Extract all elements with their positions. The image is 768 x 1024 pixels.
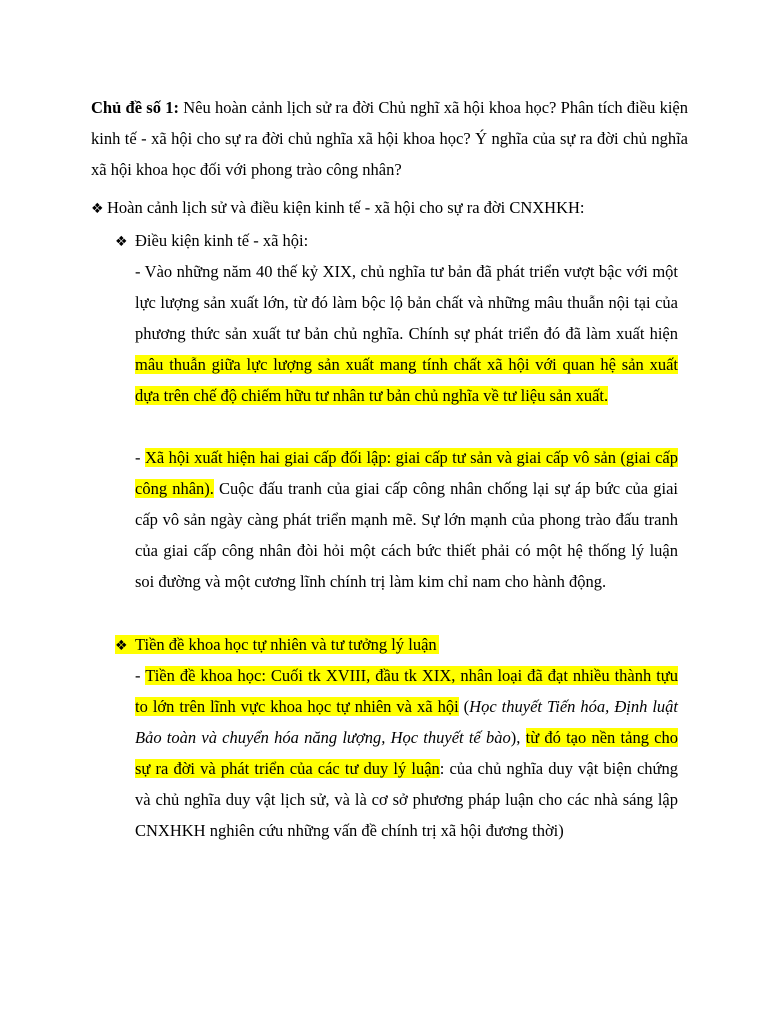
- topic-question: [91, 92, 688, 185]
- dash: -: [135, 448, 145, 467]
- paragraph-classes: [135, 442, 678, 597]
- dash: -: [135, 666, 146, 685]
- topic-question-text: Nêu hoàn cảnh lịch sử ra đời Chủ nghĩ xã hội khoa học? Phân tích điều kiện kinh tế - xã hội cho sự ra đời chủ nghĩa xã hội khoa học? Ý nghĩa của sự ra đời chủ nghĩa xã hội khoa học đối với phong trào công nhân?: [91, 98, 689, 179]
- subsection-heading-row-economic: [115, 225, 308, 258]
- theories-list: Học thuyết Tiến hóa, Định luật Bảo toàn và chuyển hóa năng lượng, Học thuyết tế bào: [135, 697, 678, 747]
- section-heading: Hoàn cảnh lịch sử và điều kiện kinh tế - xã hội cho sự ra đời CNXHKH:: [107, 198, 585, 217]
- diamond-bullet-icon: ❖: [115, 234, 128, 250]
- paren-open: (: [458, 697, 470, 716]
- highlight-contradiction: mâu thuẫn giữa lực lượng sản xuất mang tính chất xã hội với quan hệ sản xuất dựa trên chế độ chiếm hữu tư nhân tư bản chủ nghĩa về tư liệu sản xuất.: [135, 355, 678, 405]
- paragraph-capitalism: [135, 256, 678, 411]
- highlight-classes: Xã hội xuất hiện hai giai cấp đối lập: giai cấp tư sản và giai cấp vô sản (giai cấp công nhân).: [135, 448, 678, 498]
- subsection-heading-economic: Điều kiện kinh tế - xã hội:: [135, 231, 309, 250]
- paragraph-science-text: : của chủ nghĩa duy vật biện chứng và chủ nghĩa duy vật lịch sử, và là cơ sở phương pháp luận cho các nhà sáng lập CNXHKH nghiên cứu những vấn đề chính trị xã hội đương thời): [135, 759, 678, 840]
- paragraph-classes-text: Cuộc đấu tranh của giai cấp công nhân chống lại sự áp bức của giai cấp vô sản ngày càng phát triển mạnh mẽ. Sự lớn mạnh của phong trào đấu tranh của giai cấp công nhân đòi hỏi một cách bức thiết phải có một hệ thống lý luận soi đường và một cương lĩnh chính trị làm kim chỉ nam cho hành động.: [135, 479, 678, 591]
- topic-prefix: Chủ đề số 1:: [91, 98, 179, 117]
- diamond-bullet-icon: ❖: [115, 638, 128, 654]
- paragraph-science: [135, 660, 678, 846]
- paren-close: ),: [510, 728, 526, 747]
- paragraph-capitalism-text: - Vào những năm 40 thế kỷ XIX, chủ nghĩa tư bản đã phát triển vượt bậc với một lực lượng sản xuất lớn, từ đó làm bộc lộ bản chất và những mâu thuẫn nội tại của phương thức sản xuất tư bản chủ nghĩa. Chính sự phát triển đó đã làm xuất hiện: [135, 262, 678, 343]
- highlight-science: Tiền đề khoa học: Cuối tk XVIII, đầu tk XIX, nhân loại đã đạt nhiều thành tựu to lớn trên lĩnh vực khoa học tự nhiên và xã hội: [135, 666, 678, 716]
- section-heading-row: [91, 192, 585, 225]
- diamond-bullet-icon: ❖: [91, 201, 104, 217]
- subsection-heading-row-science: [115, 629, 439, 662]
- subsection-heading-science: Tiền đề khoa học tự nhiên và tư tưởng lý luận: [135, 635, 437, 654]
- highlight-foundation: từ đó tạo nền tảng cho sự ra đời và phát triển của các tư duy lý luận: [135, 728, 679, 778]
